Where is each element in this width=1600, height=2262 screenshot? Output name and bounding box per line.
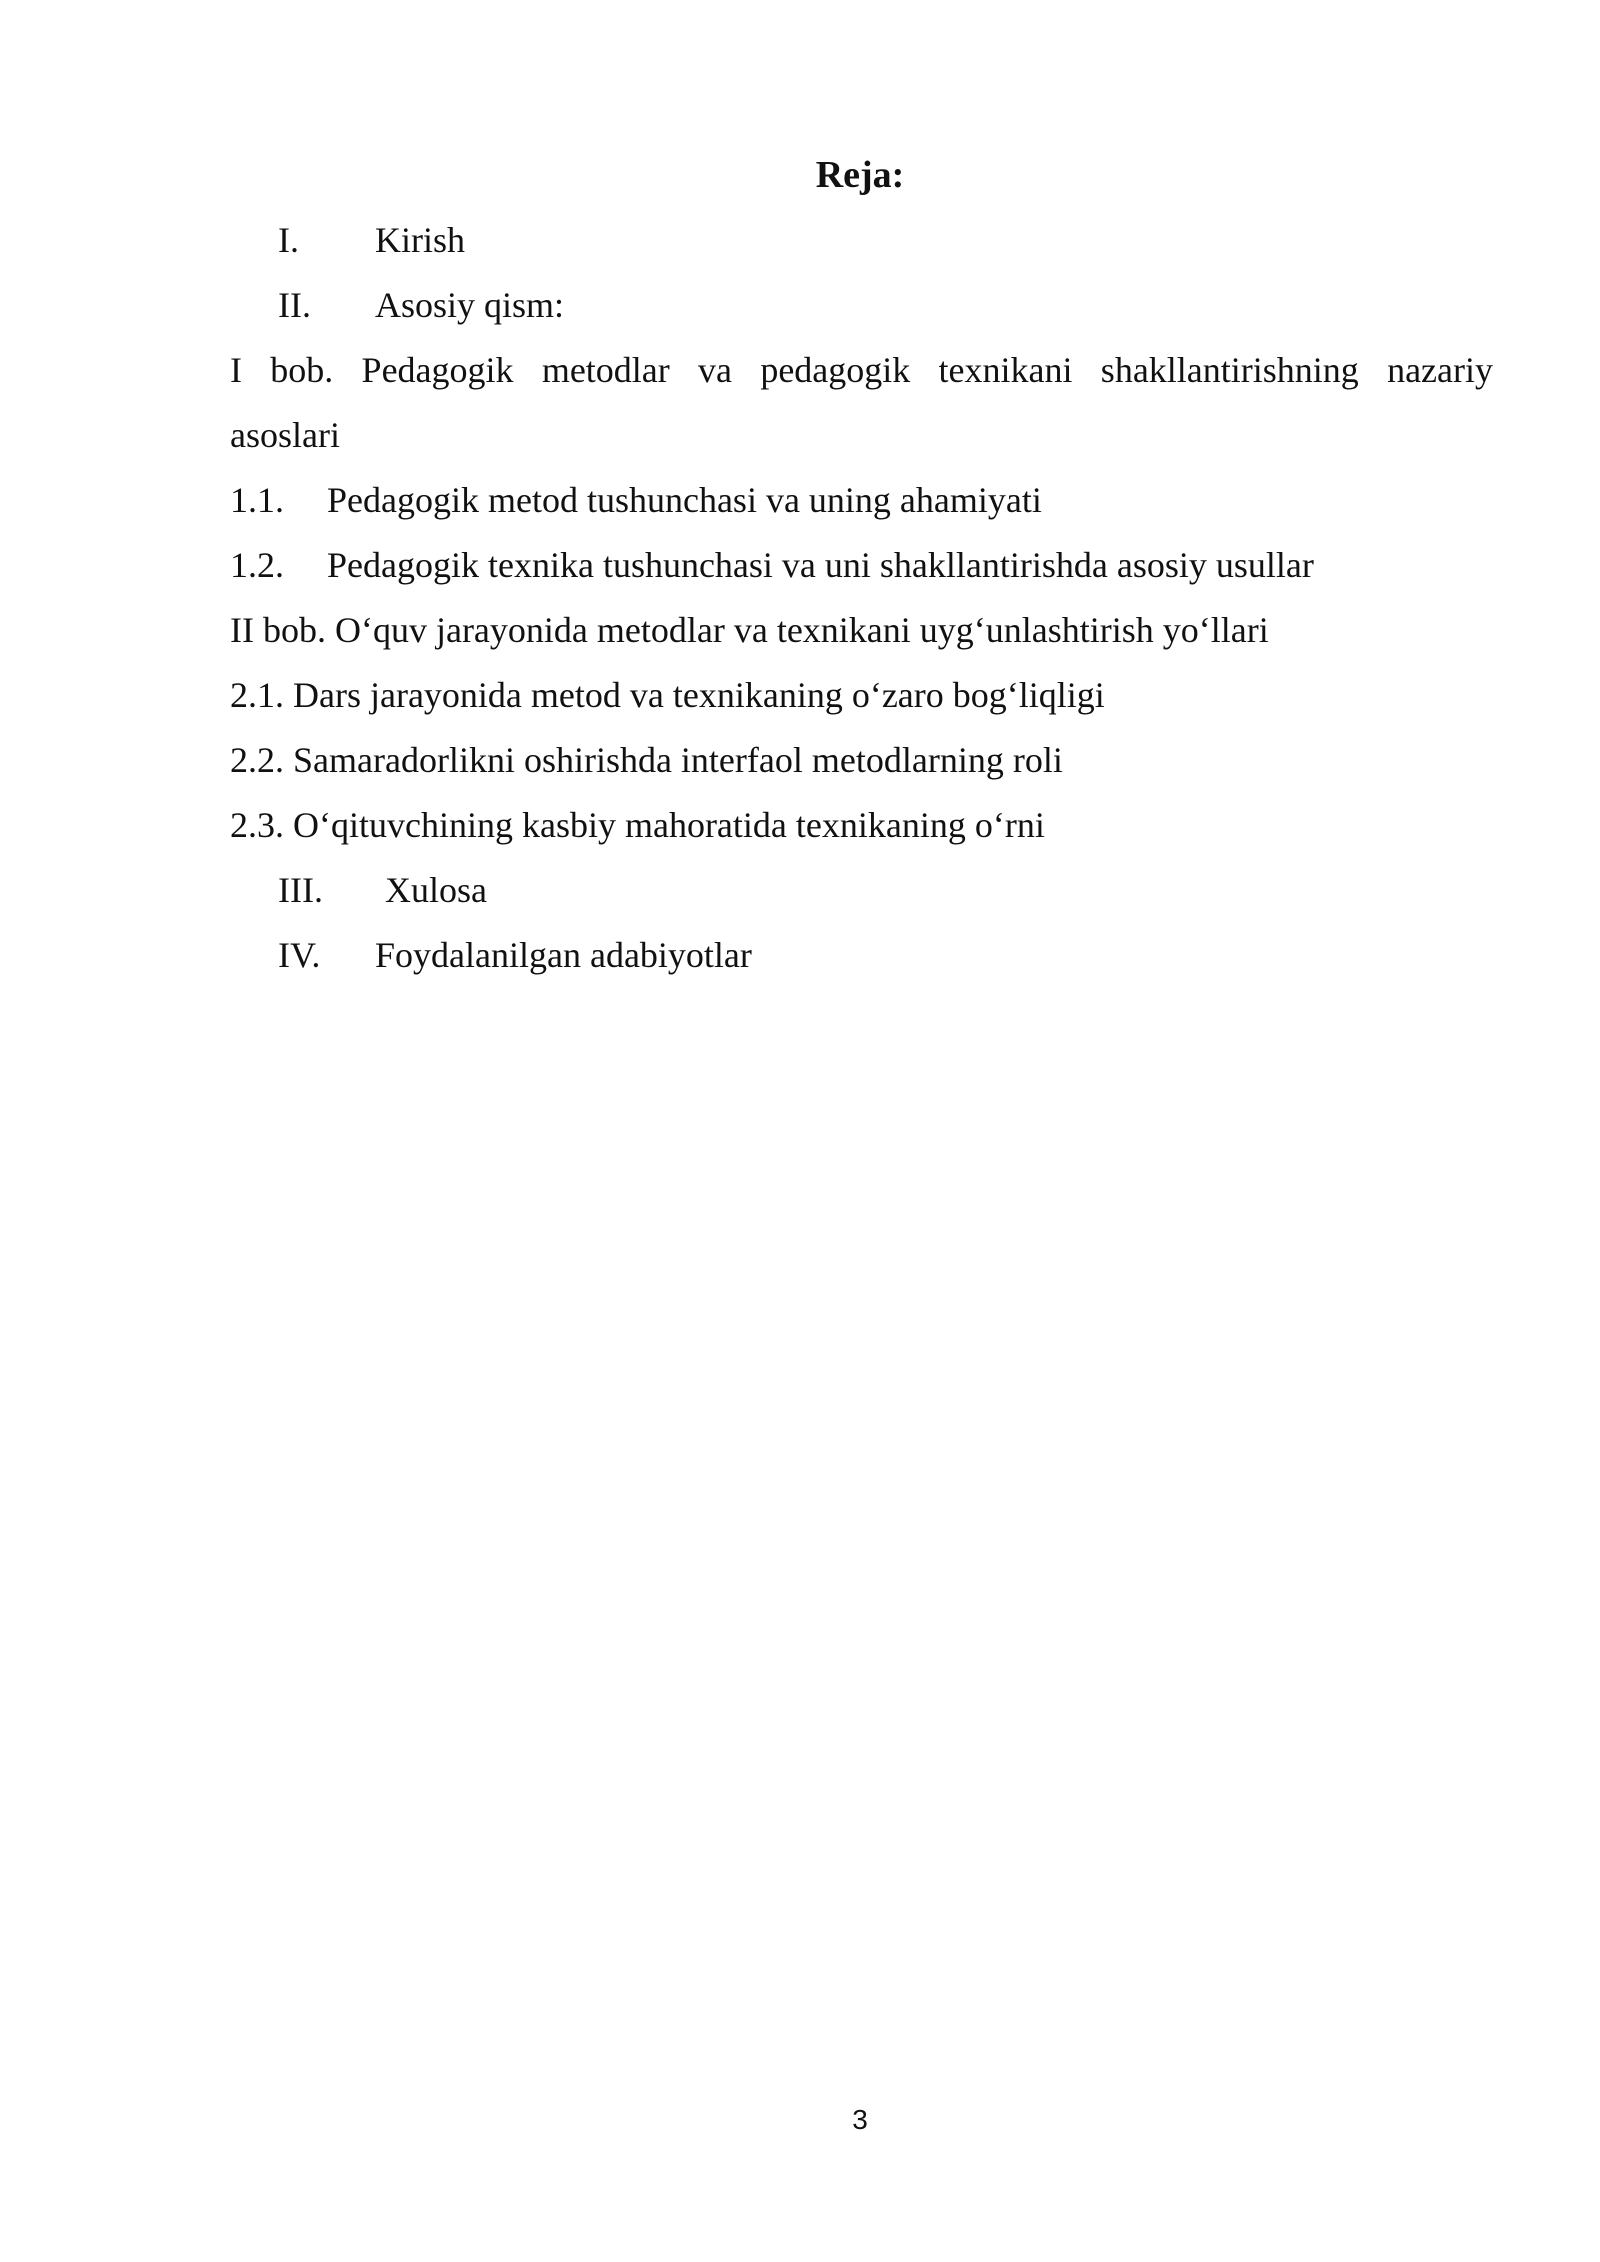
toc-item-label: Pedagogik texnika tushunchasi va uni shakllantirishda asosiy usullar: [327, 545, 1314, 585]
toc-item-2-2: 2.2. Samaradorlikni oshirishda interfaol metodlarning roli: [230, 740, 1063, 780]
toc-item-2-3: 2.3. O‘qituvchining kasbiy mahoratida texnikaning o‘rni: [230, 805, 1045, 845]
toc-item-label: Xulosa: [385, 870, 487, 910]
toc-item-number: IV.: [278, 935, 321, 975]
toc-chapter-1-line-1: I bob. Pedagogik metodlar va pedagogik texnikani shakllantirishning nazariy: [230, 350, 1493, 390]
toc-item-label: Foydalanilgan adabiyotlar: [375, 935, 752, 975]
toc-chapter-1-line-2: asoslari: [230, 415, 340, 455]
toc-item-number: II.: [278, 285, 311, 325]
toc-item-label: Kirish: [375, 220, 465, 260]
toc-item-2-1: 2.1. Dars jarayonida metod va texnikaning o‘zaro bog‘liqligi: [230, 675, 1105, 715]
page-title: Reja:: [815, 154, 905, 196]
toc-item-number: III.: [278, 870, 323, 910]
toc-item-number: 1.2.: [230, 545, 284, 585]
page-number: 3: [852, 2104, 868, 2135]
toc-item-number: I.: [278, 220, 299, 260]
toc-item-label: Pedagogik metod tushunchasi va uning ahamiyati: [327, 480, 1042, 520]
toc-chapter-2: II bob. O‘quv jarayonida metodlar va texnikani uyg‘unlashtirish yo‘llari: [230, 610, 1269, 650]
toc-item-label: Asosiy qism:: [375, 285, 565, 325]
toc-item-number: 1.1.: [230, 480, 284, 520]
